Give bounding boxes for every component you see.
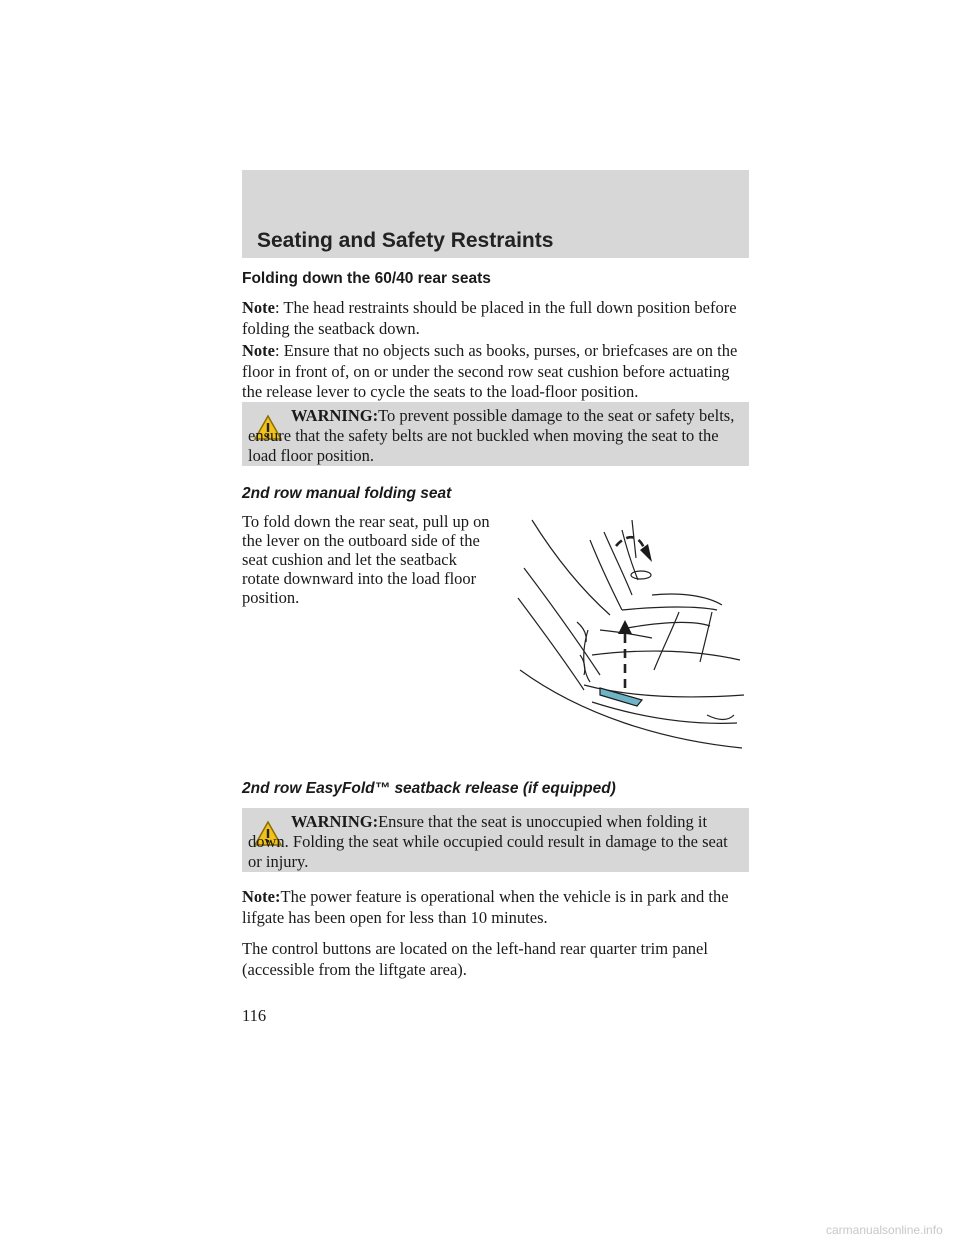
warning-text: [248, 812, 740, 872]
page-number: 116: [242, 1006, 267, 1025]
note-label: Note:: [242, 887, 281, 906]
watermark: carmanualsonline.info: [826, 1223, 943, 1237]
seat-fold-illustration: [512, 510, 748, 750]
note-label: Note: [242, 298, 275, 317]
folding-heading: Folding down the 60/40 rear seats: [242, 270, 491, 287]
note-text: : Ensure that no objects such as books, purses, or briefcases are on the floor in front of, on or under the second row seat cushion before actuating the release lever to cycle the seats to the load-floor position.: [242, 341, 738, 401]
warning-box-unoccupied: [242, 808, 749, 872]
warning-box-safety-belts: [242, 402, 749, 466]
warning-label: WARNING:: [291, 812, 379, 831]
manual-folding-body: To fold down the rear seat, pull up on the lever on the outboard side of the seat cushion and let the seatback rotate downward into the load floor position.: [242, 512, 490, 607]
note-label: Note: [242, 341, 275, 360]
note-text: The power feature is operational when the vehicle is in park and the lifgate has been open for less than 10 minutes.: [242, 887, 729, 927]
note-objects: [242, 341, 752, 403]
note-head-restraints: [242, 298, 752, 339]
note-text: : The head restraints should be placed in the full down position before folding the seatback down.: [242, 298, 737, 338]
warning-body: Ensure that the seat is unoccupied when folding it down. Folding the seat while occupied could result in damage to the seat or injury.: [248, 812, 728, 871]
note-power-feature: [242, 887, 752, 928]
control-buttons-body: The control buttons are located on the left-hand rear quarter trim panel (accessible from the liftgate area).: [242, 939, 708, 979]
warning-label: WARNING:: [291, 406, 379, 425]
easyfold-heading: 2nd row EasyFold™ seatback release (if equipped): [242, 780, 616, 797]
warning-body: To prevent possible damage to the seat or safety belts, ensure that the safety belts are not buckled when moving the seat to the load floor position.: [248, 406, 735, 465]
warning-text: [248, 406, 740, 466]
section-title: Seating and Safety Restraints: [257, 229, 554, 252]
manual-folding-heading: 2nd row manual folding seat: [242, 485, 452, 502]
